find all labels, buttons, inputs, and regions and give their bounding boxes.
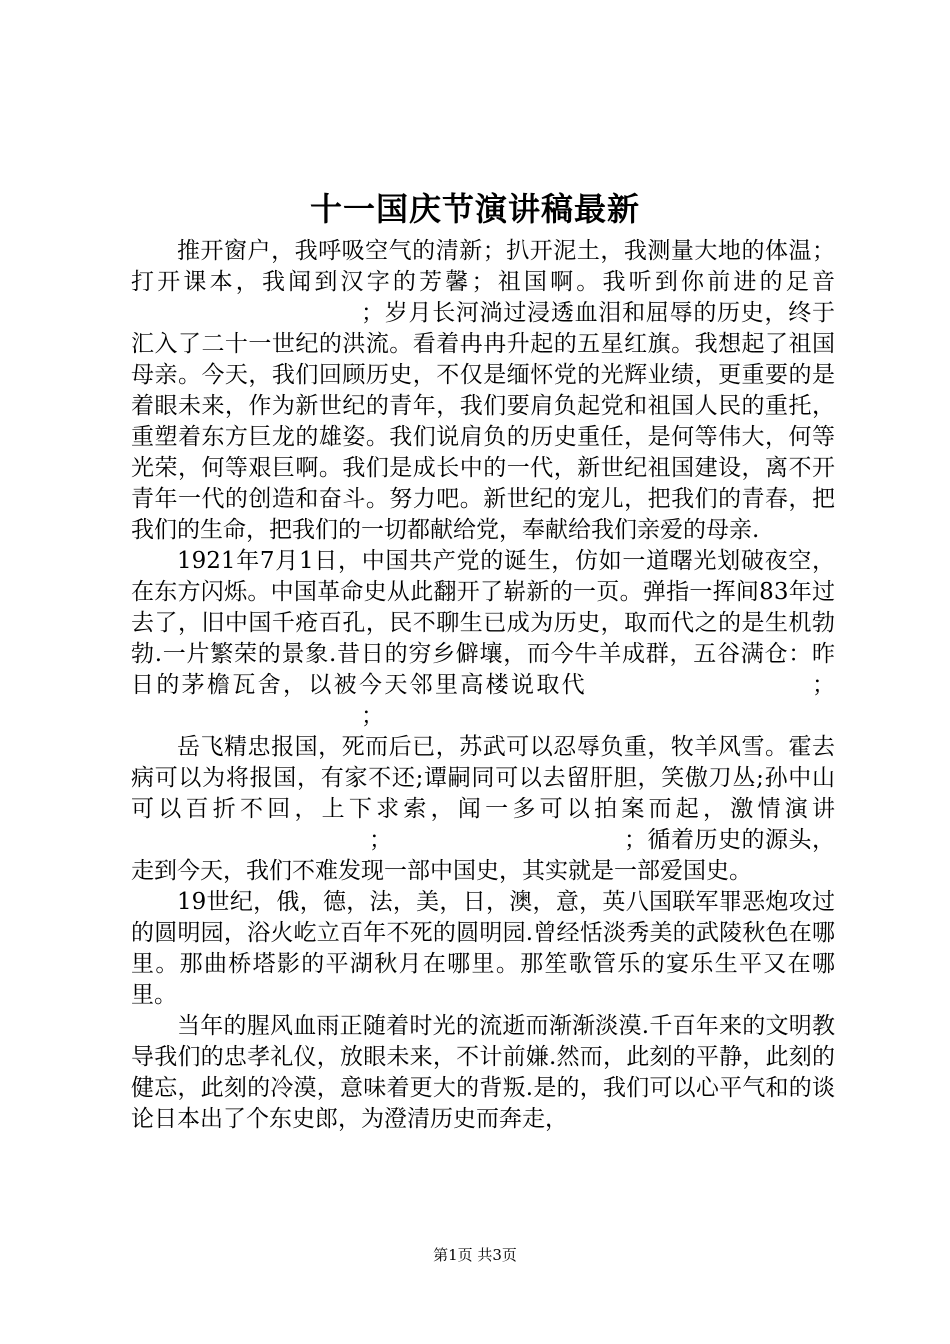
blank-space (131, 722, 361, 723)
document-title: 十一国庆节演讲稿最新 (309, 190, 640, 228)
document-body (131, 236, 835, 1135)
blank-space (392, 846, 624, 847)
paragraph-text: 19世纪，俄，德，法，美，日，澳，意，英八国联军罪恶炮攻过的圆明园，浴火屹立百年不死的圆明园.曾经恬淡秀美的武陵秋色在哪里。那曲桥塔影的平湖秋月在哪里。那笙歌管乐的宴乐生平又在哪里。 (131, 889, 835, 1008)
paragraph-text: ； (812, 672, 835, 698)
paragraph-text: 当年的腥风血雨正随着时光的流逝而渐渐淡漠.千百年来的文明教导我们的忠孝礼仪，放眼未来，不计前嫌.然而，此刻的平静，此刻的健忘，此刻的冷漠，意味着更大的背叛.是的，我们可以心平气和的谈论日本出了个东史郎，为澄清历史而奔走， (131, 1013, 835, 1132)
paragraph-5 (131, 1011, 835, 1135)
paragraph-text: ； (361, 703, 384, 729)
paragraph-text: 推开窗户，我呼吸空气的清新；扒开泥土，我测量大地的体温；打开课本，我闻到汉字的芳馨；祖国啊。我听到你前进的足音 (131, 238, 835, 295)
blank-space (587, 691, 812, 692)
page-footer: 第1页 共3页 (433, 1246, 517, 1264)
paragraph-3 (131, 732, 835, 887)
paragraph-text: ；循着历史的源头，走到今天，我们不难发现一部中国史，其实就是一部爱国史。 (131, 827, 835, 884)
paragraph-1 (131, 236, 835, 546)
paragraph-text: 1921年7月1日，中国共产党的诞生，仿如一道曙光划破夜空，在东方闪烁。中国革命史从此翻开了崭新的一页。弹指一挥间83年过去了，旧中国千疮百孔，民不聊生已成为历史，取而代之的是生机勃勃.一片繁荣的景象.昔日的穷乡僻壤，而今牛羊成群，五谷满仓：昨日的茅檐瓦舍，以被今天邻里高楼说取代 (131, 548, 835, 698)
paragraph-text: ； (369, 827, 392, 853)
paragraph-4 (131, 887, 835, 1011)
paragraph-2 (131, 546, 835, 732)
paragraph-text: 岳飞精忠报国，死而后已，苏武可以忍辱负重，牧羊风雪。霍去病可以为将报国，有家不还;谭嗣同可以去留肝胆，笑傲刀丛;孙中山可以百折不回，上下求索，闻一多可以拍案而起，激情演讲 (131, 734, 835, 822)
blank-space (131, 319, 361, 320)
paragraph-text: ；岁月长河淌过浸透血泪和屈辱的历史，终于汇入了二十一世纪的洪流。看着冉冉升起的五星红旗。我想起了祖国母亲。今天，我们回顾历史，不仅是缅怀党的光辉业绩，更重要的是着眼未来，作为新世纪的青年，我们要肩负起党和祖国人民的重托，重塑着东方巨龙的雄姿。我们说肩负的历史重任，是何等伟大，何等光荣，何等艰巨啊。我们是成长中的一代，新世纪祖国建设，离不开青年一代的创造和奋斗。努力吧。新世纪的宠儿，把我们的青春，把我们的生命，把我们的一切都献给党，奉献给我们亲爱的母亲. (131, 300, 835, 543)
blank-space (131, 846, 369, 847)
